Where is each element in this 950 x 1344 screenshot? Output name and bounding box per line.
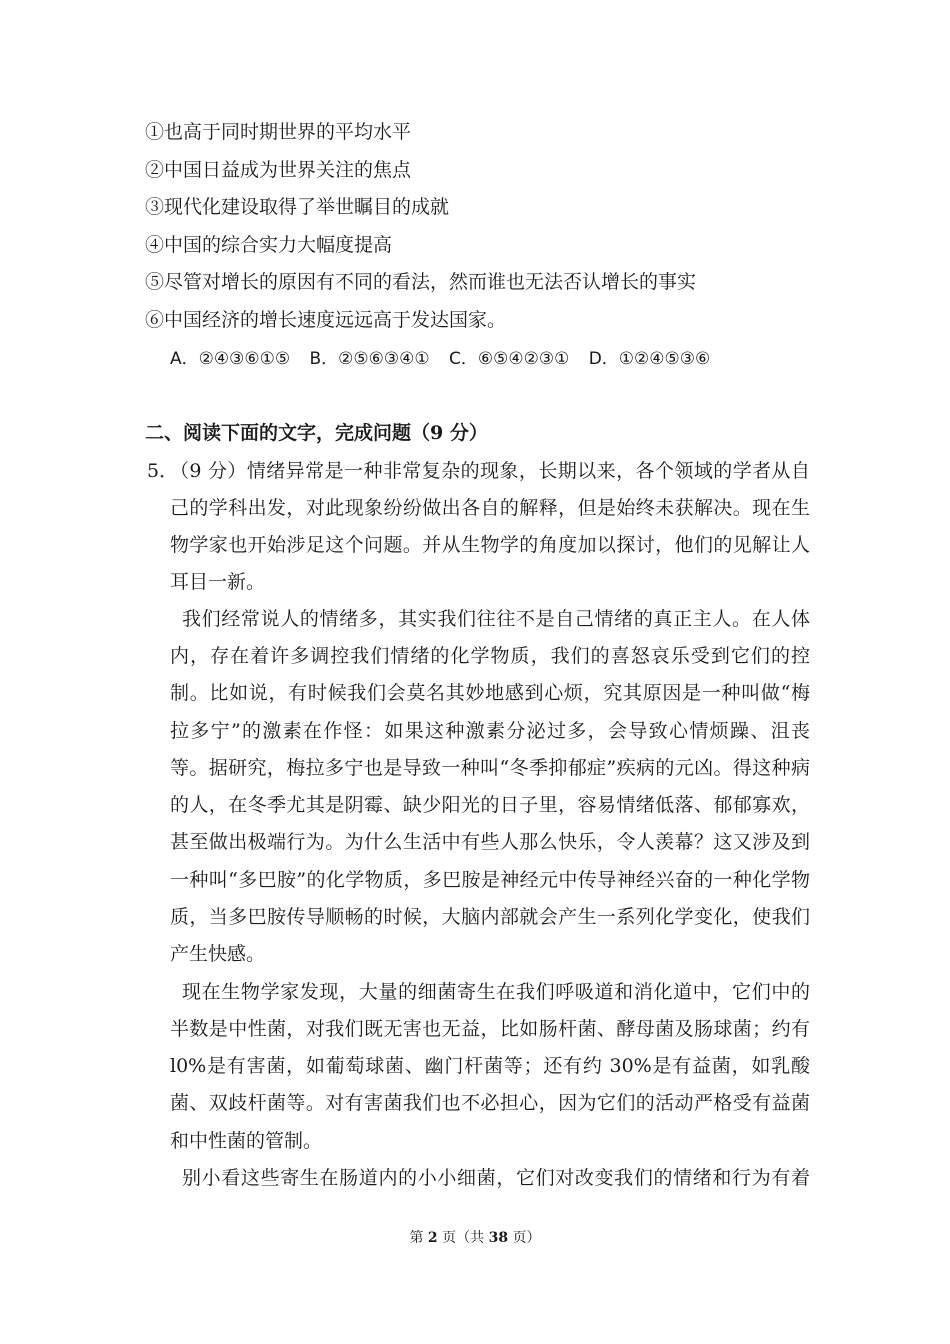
paragraph-2-line: 内，存在着许多调控我们情绪的化学物质，我们的喜怒哀乐受到它们的控 — [170, 645, 810, 667]
question-line: 己的学科出发，对此现象纷纷做出各自的解释，但是始终未获解决。现在生 — [170, 497, 810, 519]
paragraph-2-line: 甚至做出极端行为。为什么生活中有些人那么快乐，令人羡幕？这又涉及到 — [170, 831, 810, 853]
paragraph-3-line: 菌、双歧杆菌等。对有害菌我们也不必担心，因为它们的活动严格受有益菌 — [170, 1092, 810, 1114]
page-footer — [0, 1227, 950, 1247]
choice-c: C．⑥⑤④②③① — [449, 349, 570, 369]
paragraph-2-line: 等。据研究，梅拉多宁也是导致一种叫“冬季抑郁症”疾病的元凶。得这种病 — [170, 757, 810, 779]
page-number: 2 — [427, 1230, 438, 1246]
footer-prefix: 第 — [409, 1230, 428, 1246]
statement-2: ②中国日益成为世界关注的焦点 — [145, 159, 412, 181]
answer-choices — [170, 347, 724, 371]
statement-3: ③现代化建设取得了举世瞩目的成就 — [145, 196, 450, 218]
choice-b: B．②⑤⑥③④① — [309, 349, 430, 369]
paragraph-2-line: 拉多宁”的激素在作怪：如果这种激素分泌过多，会导致心情烦躁、沮丧 — [170, 720, 810, 742]
paragraph-2-line: 的人，在冬季尤其是阴霉、缺少阳光的日子里，容易情绪低落、郁郁寡欢， — [170, 794, 810, 816]
paragraph-4-line: 别小看这些寄生在肠道内的小小细菌，它们对改变我们的情绪和行为有着 — [182, 1167, 810, 1189]
paragraph-2-line: 一种叫“多巴胺”的化学物质，多巴胺是神经元中传导神经兴奋的一种化学物 — [170, 869, 810, 891]
statement-5: ⑤尽管对增长的原因有不同的看法，然而谁也无法否认增长的事实 — [145, 271, 697, 293]
total-pages: 38 — [488, 1230, 509, 1246]
question-number: 5． — [147, 460, 179, 482]
paragraph-2-line: 产生快感。 — [170, 943, 266, 965]
paragraph-3-line: 半数是中性菌，对我们既无害也无益，比如肠杆菌、酵母菌及肠球菌；约有 — [170, 1018, 810, 1040]
statement-6: ⑥中国经济的增长速度远远高于发达国家。 — [145, 309, 507, 331]
footer-suffix: 页） — [508, 1230, 541, 1246]
paragraph-2-line: 质，当多巴胺传导顺畅的时候，大脑内部就会产生一系列化学变化，使我们 — [170, 906, 810, 928]
paragraph-3-line: l0%是有害菌，如葡萄球菌、幽门杆菌等；还有约 30%是有益菌，如乳酸 — [170, 1055, 810, 1077]
choice-a: A．②④③⑥①⑤ — [170, 349, 291, 369]
statement-1: ①也高于同时期世界的平均水平 — [145, 121, 412, 143]
paragraph-3-line: 和中性菌的管制。 — [170, 1130, 323, 1152]
paragraph-3-line: 现在生物学家发现，大量的细菌寄生在我们呼吸道和消化道中，它们中的 — [182, 981, 810, 1003]
choice-d: D．①②④⑤③⑥ — [588, 349, 711, 369]
question-line: 物学家也开始涉足这个问题。并从生物学的角度加以探讨，他们的见解让人 — [170, 534, 810, 556]
question-line: （9 分）情绪异常是一种非常复杂的现象，长期以来，各个领域的学者从自 — [170, 460, 810, 482]
question-line: 耳目一新。 — [170, 571, 266, 593]
section-title: 二、阅读下面的文字，完成问题（9 分） — [145, 422, 488, 444]
paragraph-2-line: 制。比如说，有时候我们会莫名其妙地感到心烦，究其原因是一种叫做“梅 — [170, 682, 810, 704]
statement-4: ④中国的综合实力大幅度提高 — [145, 234, 393, 256]
footer-middle: 页（共 — [437, 1230, 489, 1246]
paragraph-2-line: 我们经常说人的情绪多，其实我们往往不是自己情绪的真正主人。在人体 — [182, 608, 810, 630]
